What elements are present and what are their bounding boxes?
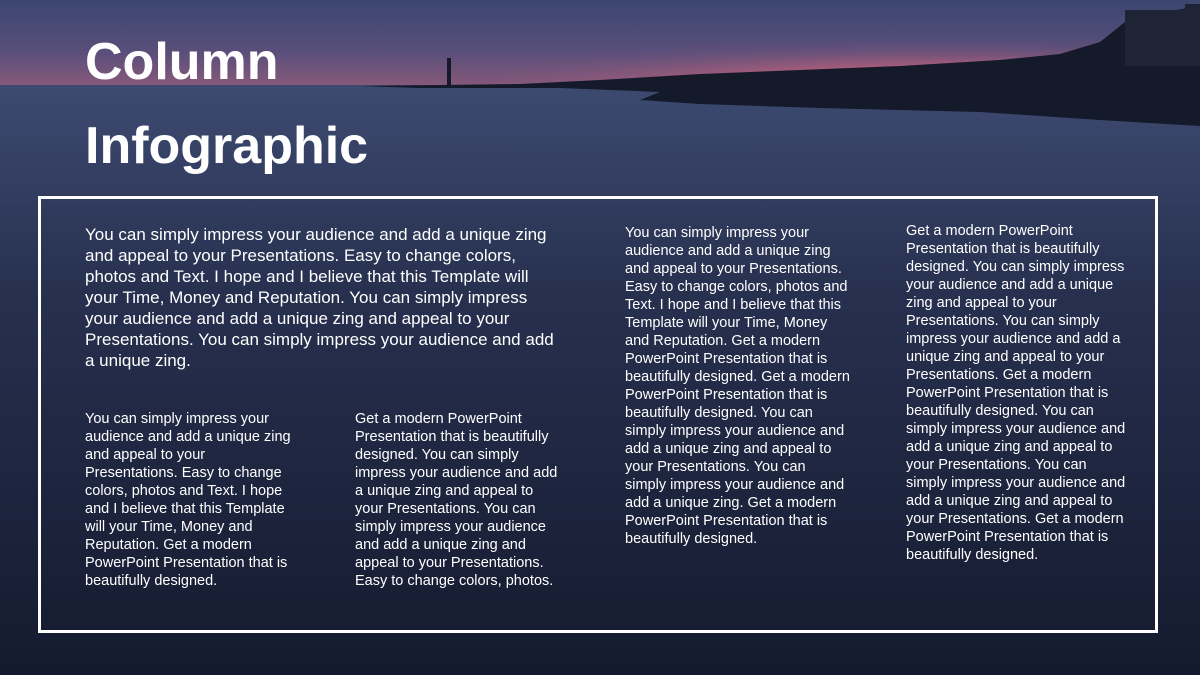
column-3-text: You can simply impress your audience and add a unique zing and appeal to your Presentations. Easy to change colors, photos and Text. I hope and I believe that this Template will your Time, Money and Reputation. Get a modern PowerPoint Presentation that is beautifully designed. Get a modern PowerPoint Presentation that is beautifully designed. You can simply impress your audience and add a unique zing and appeal to your Presentations. You can simply impress your audience and add a unique zing. Get a modern PowerPoint Presentation that is beautifully designed. [625, 225, 850, 547]
column-1-text: You can simply impress your audience and add a unique zing and appeal to your Presentations. Easy to change colors, photos and Text. I hope and I believe that this Template will your Time, Money and Reputation. Get a modern PowerPoint Presentation that is beautifully designed. [85, 411, 291, 589]
title-line-2: Infographic [85, 117, 369, 175]
column-4-text: Get a modern PowerPoint Presentation that is beautifully designed. You can simply impress your audience and add a unique zing and appeal to your Presentations. You can simply impress your audience and add a unique zing and appeal to your Presentations. Get a modern PowerPoint Presentation that is beautifully designed. You can simply impress your audience and add a unique zing and appeal to your Presentations. You can simply impress your audience and add a unique zing and appeal to your Presentations. Get a modern PowerPoint Presentation that is beautifully designed. [906, 223, 1126, 563]
slide-title [85, 20, 585, 188]
title-line-1: Column [85, 33, 279, 91]
intro-paragraph: You can simply impress your audience and add a unique zing and appeal to your Presentations. Easy to change colors, photos and Text. I hope and I believe that this Template will your Time, Money and Reputation. You can simply impress your audience and add a unique zing and appeal to your Presentations. You can simply impress your audience and add a unique zing. [85, 225, 554, 370]
column-2-text: Get a modern PowerPoint Presentation that is beautifully designed. You can simply impress your audience and add a unique zing and appeal to your Presentations. You can simply impress your audience and add a unique zing and appeal to your Presentations. Easy to change colors, photos. [355, 411, 558, 589]
